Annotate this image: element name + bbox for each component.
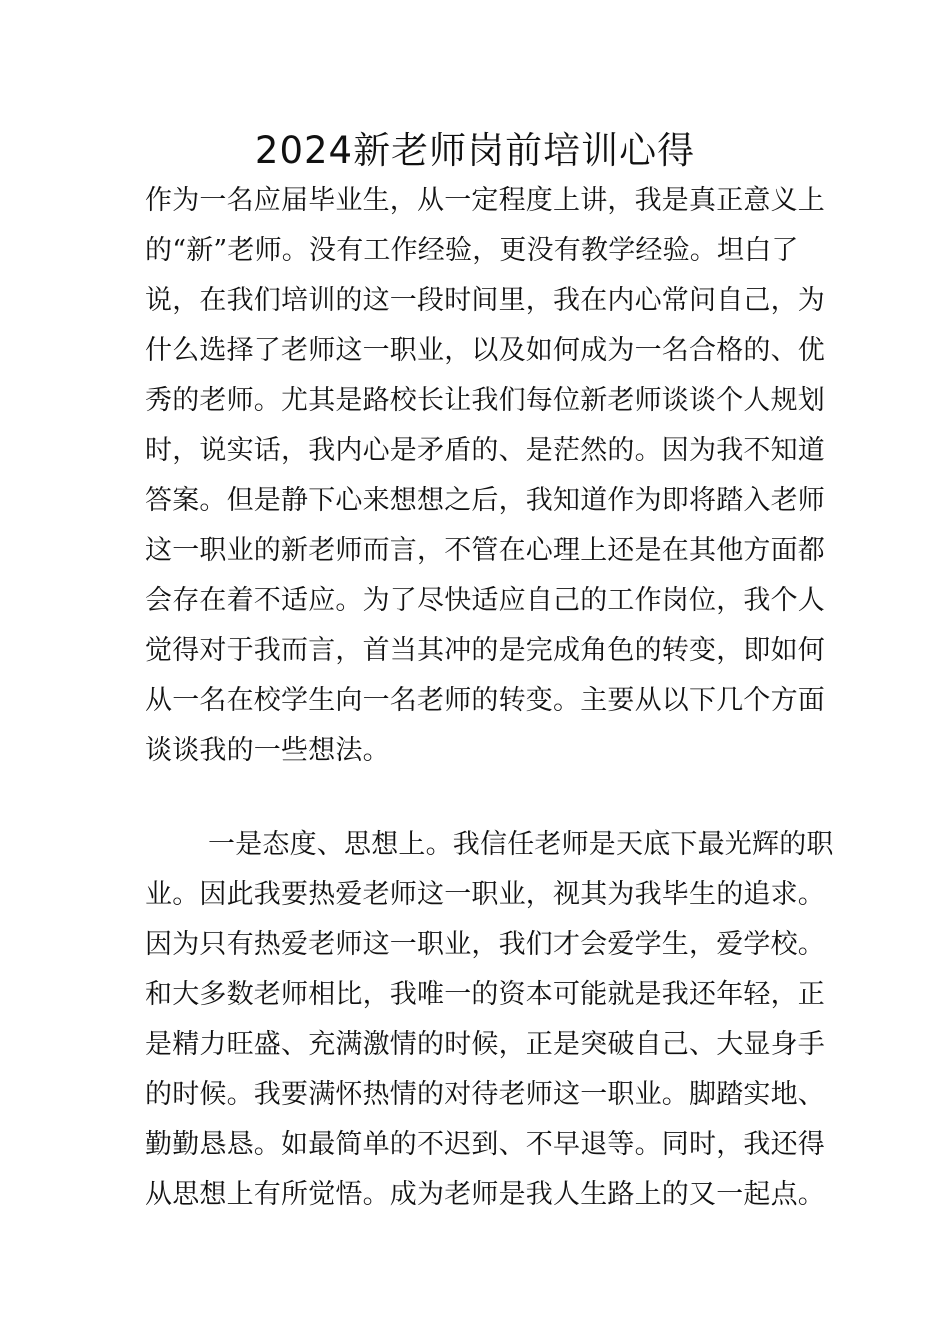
text-line: 是精力旺盛、充满激情的时候，正是突破自己、大显身手 (145, 1029, 825, 1060)
text-line: 一是态度、思想上。我信任老师是天底下最光辉的职 (208, 829, 834, 860)
text-line: 的时候。我要满怀热情的对待老师这一职业。脚踏实地、 (145, 1079, 825, 1110)
text-line: 会存在着不适应。为了尽快适应自己的工作岗位，我个人 (145, 585, 825, 616)
text-line: 和大多数老师相比，我唯一的资本可能就是我还年轻，正 (145, 979, 825, 1010)
text-line: 说，在我们培训的这一段时间里，我在内心常问自己，为 (145, 285, 825, 316)
text-line: 这一职业的新老师而言，不管在心理上还是在其他方面都 (145, 535, 825, 566)
text-line: 从一名在校学生向一名老师的转变。主要从以下几个方面 (145, 685, 825, 716)
text-line: 答案。但是静下心来想想之后，我知道作为即将踏入老师 (145, 485, 825, 516)
text-line: 秀的老师。尤其是路校长让我们每位新老师谈谈个人规划 (145, 385, 825, 416)
text-line: 作为一名应届毕业生，从一定程度上讲，我是真正意义上 (145, 185, 825, 216)
text-line: 谈谈我的一些想法。 (145, 735, 390, 766)
text-line: 时，说实话，我内心是矛盾的、是茫然的。因为我不知道 (145, 435, 825, 466)
text-line: 的“新”老师。没有工作经验，更没有教学经验。坦白了 (145, 235, 799, 266)
text-line: 因为只有热爱老师这一职业，我们才会爱学生，爱学校。 (145, 929, 825, 960)
text-line: 从思想上有所觉悟。成为老师是我人生路上的又一起点。 (145, 1179, 825, 1210)
text-line: 业。因此我要热爱老师这一职业，视其为我毕生的追求。 (145, 879, 825, 910)
document-title: 2024新老师岗前培训心得 (254, 129, 696, 172)
text-line: 什么选择了老师这一职业，以及如何成为一名合格的、优 (145, 335, 825, 366)
text-line: 勤勤恳恳。如最简单的不迟到、不早退等。同时，我还得 (145, 1129, 825, 1160)
paragraph-2 (145, 820, 834, 1220)
paragraph-1 (145, 176, 825, 776)
text-line: 觉得对于我而言，首当其冲的是完成角色的转变，即如何 (145, 635, 825, 666)
